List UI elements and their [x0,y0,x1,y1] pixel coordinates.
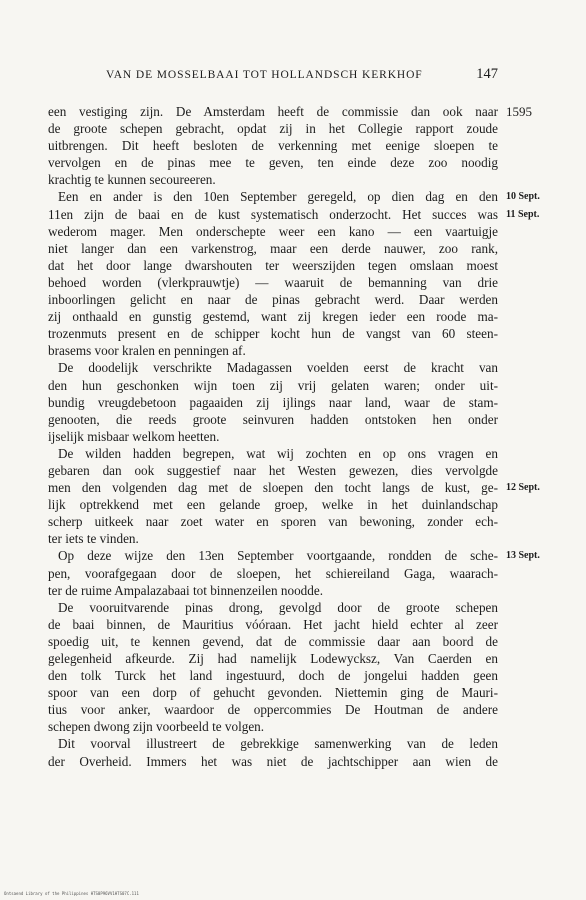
scan-footer: Ontsaend Library of the Philippines HTS0P96VV1HTS07C.111 [4,891,139,896]
text-line [48,308,498,325]
margin-year: 1595 [506,104,532,119]
text-line-content: De wilden hadden begrepen, wat wij zochten en op ons vragen en [58,445,498,461]
page-number: 147 [476,66,498,82]
text-line [48,667,498,684]
text-line [48,479,540,496]
text-line-content: ter iets te vinden. [48,531,139,547]
text-line [48,599,498,616]
text-line [48,291,498,308]
text-line [48,411,498,428]
text-line [48,206,540,223]
text-line [48,547,540,564]
text-line [48,428,498,445]
text-line [48,633,498,650]
text-line [48,342,498,359]
text-line [48,171,498,188]
text-line-content: de groote schepen gebracht, opdat zij in het Collegie rapport zoude [48,121,498,137]
text-line [48,188,540,205]
running-title: VAN DE MOSSELBAAI TOT HOLLANDSCH KERKHOF [106,69,423,81]
text-line-content: behoed worden (vlerkprauwtje) — waaruit de bemanning van drie [48,274,498,290]
text-line [48,325,498,342]
text-line-content: Op deze wijze den 13en September voortgaande, rondden de sche- [58,548,498,564]
text-line [48,462,498,479]
text-line-content: genooten, die reeds groote seinvuren hadden ontstoken hen onder [48,411,498,427]
text-line [48,120,498,137]
text-line [48,701,498,718]
text-line-content: scherp uitkeek naar zoet water en sporen van bewoning, zonder ech- [48,514,498,530]
text-line-content: tius voor anker, waardoor de oppercommies De Houtman de andere [48,702,498,718]
text-line [48,274,498,291]
text-line [48,496,498,513]
text-line-content: dat het door lange dwarshouten ter weerszijden tegen omslaan moest [48,257,498,273]
margin-date: 12 Sept. [506,482,540,494]
text-line [48,154,498,171]
text-line-content: de baai binnen, de Mauritius vóóraan. Het jacht hield echter al zeer [48,616,498,632]
text-line [48,650,498,667]
text-line-content: ijselijk misbaar welkom heetten. [48,428,220,444]
text-line-content: vervolgen en de pinas mee te geven, ten einde deze zoo noodig [48,155,498,171]
text-line-content: der Overheid. Immers het was niet de jachtschipper aan wien de [48,753,498,769]
text-line-content: pen, voorafgegaan door de sloepen, het schiereiland Gaga, waarach- [48,565,498,581]
text-line [48,718,498,735]
text-line-content: men den volgenden dag met de sloepen den tocht langs de kust, ge- [48,480,498,496]
text-line-content: De doodelijk verschrikte Madagassen voelden eerst de kracht van [58,360,498,376]
text-line-content: trozenmuts present en de schipper kocht hun de vangst van 60 steen- [48,326,498,342]
text-line [48,565,498,582]
text-line-content: Dit voorval illustreert de gebrekkige samenwerking van de leden [58,736,498,752]
text-line-content: spoedig uit, te kennen gevend, dat de commissie daar aan boord de [48,633,498,649]
text-line-content: uitbrengen. Dit heeft besloten de verkenning met eenige sloepen te [48,138,498,154]
text-line-content: lijk optrekkend met een gelande groep, welke in het duinlandschap [48,497,498,513]
text-line [48,359,498,376]
text-line-content: bundig vreugdebetoon pagaaiden zij ijlings naar land, waar de stam- [48,394,498,410]
text-line-content: spoor van een dorp of gehucht gevonden. Niettemin ging de Mauri- [48,685,498,701]
text-line-content: zij onthaald en gunstig gestemd, want zij kregen ieder een roode ma- [48,309,498,325]
text-line [48,257,498,274]
text-line-content: Een en ander is den 10en September geregeld, op dien dag en den [58,189,498,205]
text-line-content: gebaren dan ook suggestief naar het Westen gewezen, dies vervolgde [48,462,498,478]
text-line-content: inboorlingen gelicht en naar de pinas gebracht werd. Daar werden [48,292,498,308]
body-text [48,103,540,770]
text-line-content: den tolk Turck het land ingestuurd, doch de jongelui hadden geen [48,668,498,684]
margin-date: 10 Sept. [506,191,540,203]
text-line [48,240,498,257]
text-line-content: gelegenheid afkeurde. Zij had namelijk Lodewycksz, Van Caerden en [48,651,498,666]
margin-date: 11 Sept. [506,208,540,220]
text-line [48,582,498,599]
running-head [48,66,498,83]
text-line [48,377,498,394]
text-line [48,735,498,752]
text-line-content: De vooruitvarende pinas drong, gevolgd door de groote schepen [58,599,498,615]
text-line-content: 11en zijn de baai en de kust systematisch onderzocht. Het succes was [48,206,498,222]
text-line [48,753,498,770]
text-line [48,394,498,411]
text-line [48,445,498,462]
text-line-content: een vestiging zijn. De Amsterdam heeft de commissie dan ook naar [48,104,498,119]
text-line [48,223,498,240]
text-line [48,103,532,120]
text-line-content: krachtig te kunnen secoureeren. [48,172,216,188]
text-line-content: brasems voor kralen en penningen af. [48,343,246,359]
margin-date: 13 Sept. [506,550,540,562]
text-line-content: niet langer dan een varkenstrog, maar een derde nauwer, zoo rank, [48,240,498,256]
text-line-content: wederom mager. Men onderschepte weer een kano — een vaartuigje [48,223,498,239]
text-line [48,513,498,530]
text-line-content: ter de ruime Ampalazabaai tot binnenzeilen noodde. [48,582,323,598]
text-line [48,137,498,154]
text-line [48,530,498,547]
text-line-content: den hun geschonken wijn toen zij vrij gelaten waren; onder uit- [48,377,498,393]
text-line-content: schepen dwong zijn voorbeeld te volgen. [48,719,265,735]
text-line [48,616,498,633]
text-line [48,684,498,701]
